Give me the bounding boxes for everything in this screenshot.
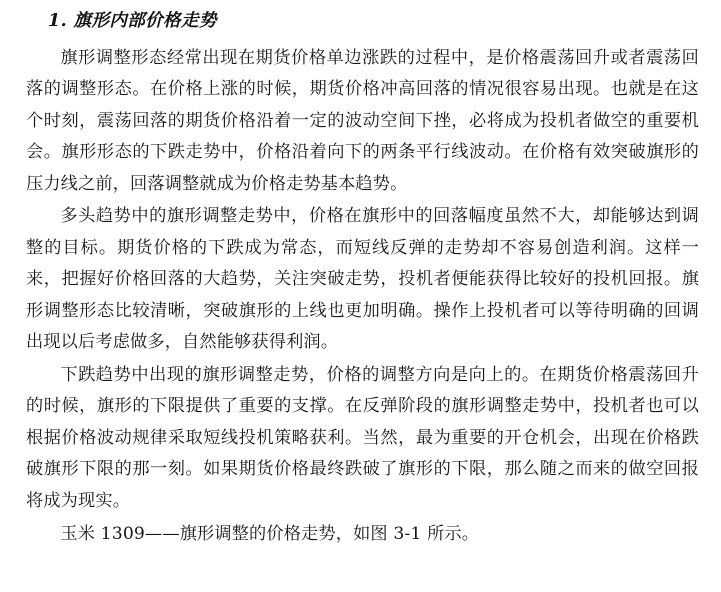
- figure-reference-paragraph: 玉米 1309——旗形调整的价格走势，如图 3-1 所示。: [60, 524, 480, 545]
- body-paragraph-1: 旗形调整形态经常出现在期货价格单边涨跌的过程中，是价格震荡回升或者震荡回落的调整形态。在价格上涨的时候，期货价格冲高回落的情况很容易出现。也就是在这个时刻，震荡回落的期货价格沿着一定的波动空间下挫，必将成为投机者做空的重要机会。旗形形态的下跌走势中，价格沿着向下的两条平行线波动。在价格有效突破旗形的压力线之前，回落调整就成为价格走势基本趋势。: [26, 47, 699, 194]
- body-paragraph-3: 下跌趋势中出现的旗形调整走势，价格的调整方向是向上的。在期货价格震荡回升的时候，旗形的下限提供了重要的支撑。在反弹阶段的旗形调整走势中，投机者也可以根据价格波动规律采取短线投机策略获利。当然，最为重要的开仓机会，出现在价格跌破旗形下限的那一刻。如果期货价格最终跌破了旗形的下限，那么随之而来的做空回报将成为现实。: [26, 364, 699, 511]
- body-paragraph-2: 多头趋势中的旗形调整走势中，价格在旗形中的回落幅度虽然不大，却能够达到调整的目标。期货价格的下跌成为常态，而短线反弹的走势却不容易创造利润。这样一来，把握好价格回落的大趋势，关注突破走势，投机者便能获得比较好的投机回报。旗形调整形态比较清晰，突破旗形的上线也更加明确。操作上投机者可以等待明确的回调出现以后考虑做多，自然能够获得利润。: [26, 206, 699, 353]
- section-heading: 1. 旗形内部价格走势: [48, 11, 217, 31]
